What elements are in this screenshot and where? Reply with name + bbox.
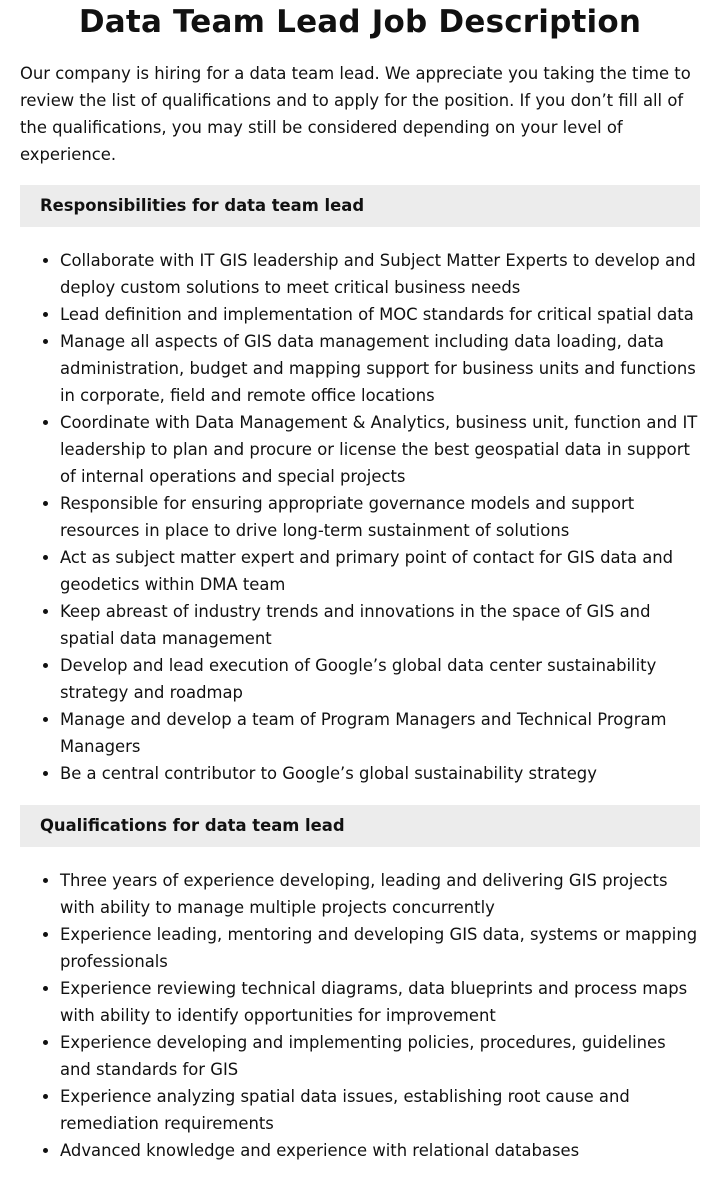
list-item: • Keep abreast of industry trends and innovations in the space of GIS and spatial data management xyxy=(60,598,700,652)
list-item: • Be a central contributor to Google’s global sustainability strategy xyxy=(60,760,700,787)
qualifications-list xyxy=(20,867,700,1164)
list-item: • Act as subject matter expert and primary point of contact for GIS data and geodetics within DMA team xyxy=(60,544,700,598)
list-item: • Develop and lead execution of Google’s global data center sustainability strategy and roadmap xyxy=(60,652,700,706)
list-item: • Experience reviewing technical diagrams, data blueprints and process maps with ability to identify opportunities for improvement xyxy=(60,975,700,1029)
list-item: • Lead definition and implementation of MOC standards for critical spatial data xyxy=(60,301,700,328)
list-item: • Manage all aspects of GIS data management including data loading, data administration, budget and mapping support for business units and functions in corporate, field and remote office locations xyxy=(60,328,700,409)
responsibilities-heading: Responsibilities for data team lead xyxy=(20,185,700,227)
responsibilities-list xyxy=(20,247,700,787)
intro-paragraph: Our company is hiring for a data team lead. We appreciate you taking the time to review the list of qualifications and to apply for the position. If you don’t fill all of the qualifications, you may still be considered depending on your level of experience. xyxy=(20,64,691,164)
list-item: • Three years of experience developing, leading and delivering GIS projects with ability to manage multiple projects concurrently xyxy=(60,867,700,921)
list-item: • Experience leading, mentoring and developing GIS data, systems or mapping professionals xyxy=(60,921,700,975)
list-item: • Manage and develop a team of Program Managers and Technical Program Managers xyxy=(60,706,700,760)
list-item: • Experience developing and implementing policies, procedures, guidelines and standards for GIS xyxy=(60,1029,700,1083)
qualifications-heading: Qualifications for data team lead xyxy=(20,805,700,847)
list-item: • Coordinate with Data Management & Analytics, business unit, function and IT leadership to plan and procure or license the best geospatial data in support of internal operations and special projects xyxy=(60,409,700,490)
page-title: Data Team Lead Job Description xyxy=(78,4,642,40)
list-item: • Responsible for ensuring appropriate governance models and support resources in place to drive long-term sustainment of solutions xyxy=(60,490,700,544)
list-item: • Collaborate with IT GIS leadership and Subject Matter Experts to develop and deploy custom solutions to meet critical business needs xyxy=(60,247,700,301)
list-item: • Experience analyzing spatial data issues, establishing root cause and remediation requirements xyxy=(60,1083,700,1137)
list-item: • Advanced knowledge and experience with relational databases xyxy=(60,1137,700,1164)
